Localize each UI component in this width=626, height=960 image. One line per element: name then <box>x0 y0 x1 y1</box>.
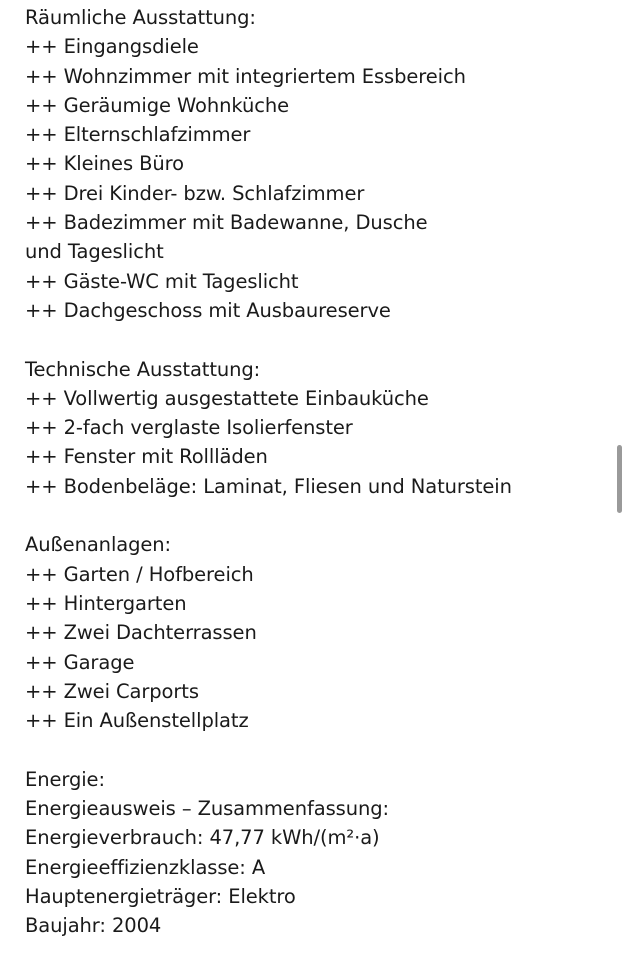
section-heading: Energie: <box>25 767 105 791</box>
section-aussenanlagen <box>25 530 595 735</box>
list-item: ++ Ein Außenstellplatz <box>25 709 249 733</box>
list-item: ++ Eingangsdiele <box>25 35 199 59</box>
description-text <box>25 3 595 941</box>
section-heading: Räumliche Ausstattung: <box>25 6 256 29</box>
list-item: ++ Drei Kinder- bzw. Schlafzimmer <box>25 181 365 205</box>
section-heading: Außenanlagen: <box>25 533 172 557</box>
main-energy-source: Hauptenergieträger: Elektro <box>25 884 296 908</box>
list-item: ++ Garten / Hofbereich <box>25 562 254 586</box>
paragraph-gap <box>25 501 595 530</box>
list-item: ++ Elternschlafzimmer <box>25 123 251 147</box>
section-heading: Technische Ausstattung: <box>25 357 261 381</box>
construction-year: Baujahr: 2004 <box>25 914 162 938</box>
list-item: ++ Kleines Büro <box>25 152 184 176</box>
list-item: ++ Geräumige Wohnküche <box>25 93 290 117</box>
list-item: ++ Dachgeschoss mit Ausbaureserve <box>25 298 391 322</box>
paragraph-gap <box>25 735 595 764</box>
list-item-continuation: und Tageslicht <box>25 240 164 264</box>
list-item: ++ Wohnzimmer mit integriertem Essbereich <box>25 64 466 88</box>
scrollbar-thumb[interactable] <box>617 445 622 513</box>
list-item: ++ Garage <box>25 650 135 674</box>
section-technische-ausstattung <box>25 355 595 501</box>
list-item: ++ Bodenbeläge: Laminat, Fliesen und Naturstein <box>25 474 512 498</box>
list-item: ++ 2-fach verglaste Isolierfenster <box>25 416 353 440</box>
list-item: ++ Gäste-WC mit Tageslicht <box>25 269 299 293</box>
list-item: ++ Zwei Dachterrassen <box>25 621 257 645</box>
section-energie <box>25 765 595 941</box>
energy-summary-label: Energieausweis – Zusammenfassung: <box>25 797 389 821</box>
paragraph-gap <box>25 325 595 354</box>
list-item: ++ Zwei Carports <box>25 679 199 703</box>
list-item: ++ Vollwertig ausgestattete Einbauküche <box>25 386 429 410</box>
list-item: ++ Badezimmer mit Badewanne, Dusche <box>25 211 428 235</box>
section-raeumliche-ausstattung <box>25 3 595 325</box>
list-item: ++ Fenster mit Rollläden <box>25 445 268 469</box>
list-item: ++ Hintergarten <box>25 591 187 615</box>
energy-consumption: Energieverbrauch: 47,77 kWh/(m²·a) <box>25 826 380 850</box>
energy-efficiency-class: Energieeffizienzklasse: A <box>25 855 266 879</box>
